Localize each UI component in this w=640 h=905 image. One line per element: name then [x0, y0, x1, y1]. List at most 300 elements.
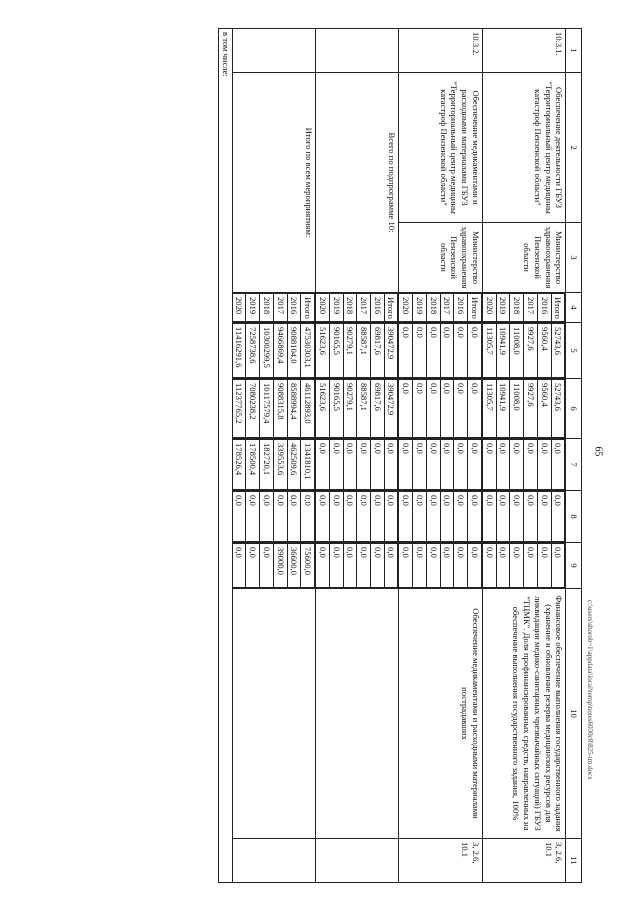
year-row: [399, 324, 412, 378]
year-breakdown: [316, 293, 398, 322]
value-column: [316, 323, 399, 379]
year-row: [551, 294, 565, 322]
year-row: [329, 324, 343, 378]
year-breakdown: [399, 491, 481, 542]
year-cell: 390472,9: [384, 380, 398, 438]
year-cell: 0,0: [316, 544, 329, 588]
year-cell: Итого: [551, 294, 565, 322]
year-row: [413, 380, 427, 438]
year-cell: 75600,0: [301, 544, 315, 588]
value-column: [232, 293, 315, 323]
blank-cell: [316, 29, 399, 73]
year-row: [426, 544, 440, 588]
year-row: [246, 294, 260, 322]
column-number-11: 11: [566, 839, 582, 883]
year-cell: 0,0: [399, 440, 412, 490]
year-row: [260, 324, 274, 378]
year-row: [260, 492, 274, 542]
year-row: [343, 492, 357, 542]
year-row: [524, 544, 538, 588]
value-column: [232, 439, 315, 491]
year-row: [301, 492, 315, 542]
year-row: [384, 544, 398, 588]
value-column: [482, 543, 565, 589]
year-cell: 52743,6: [551, 380, 565, 438]
year-row: [233, 440, 246, 490]
year-row: [413, 492, 427, 542]
year-row: [426, 492, 440, 542]
year-row: [537, 324, 551, 378]
year-cell: 0,0: [357, 492, 371, 542]
year-row: [233, 380, 246, 438]
year-cell: 2017: [273, 294, 287, 322]
year-cell: 0,0: [454, 544, 468, 588]
year-row: [233, 324, 246, 378]
year-row: [343, 544, 357, 588]
year-row: [370, 492, 384, 542]
year-cell: 10941,9: [496, 324, 510, 378]
value-column: [482, 439, 565, 491]
year-row: [370, 380, 384, 438]
year-cell: 69817,6: [370, 380, 384, 438]
year-breakdown: [483, 323, 565, 378]
year-cell: 0,0: [233, 544, 246, 588]
measure-row: [399, 29, 482, 883]
year-row: [316, 294, 329, 322]
page-number: 65: [592, 446, 604, 457]
year-breakdown: [316, 543, 398, 588]
year-cell: 2018: [510, 294, 524, 322]
measure-result: Обеспечение медикаментами и расходными материалами пострадавших: [399, 589, 482, 839]
year-row: [440, 294, 454, 322]
year-row: [357, 380, 371, 438]
year-cell: 10300299,5: [260, 324, 274, 378]
year-cell: 0,0: [524, 492, 538, 542]
measure-result: Финансовое обеспечение выполнения государственного задания (хранение и обновление резерва медицинских ресурсов для ликвидации медико-санитарных чрезвычайных ситуаций) ГБУЗ "ТЦМК". Доля профинансированных средств, направленных на обеспечение выполнения государственного задания, 100%: [482, 589, 565, 839]
year-cell: 0,0: [384, 544, 398, 588]
year-row: [246, 440, 260, 490]
year-breakdown: [233, 293, 315, 322]
including-row: [218, 29, 232, 883]
year-row: [440, 324, 454, 378]
year-row: [524, 294, 538, 322]
year-row: [551, 544, 565, 588]
year-cell: Итого: [468, 294, 482, 322]
year-cell: 2019: [246, 294, 260, 322]
year-row: [551, 440, 565, 490]
year-cell: 0,0: [413, 440, 427, 490]
year-cell: 0,0: [399, 544, 412, 588]
year-row: [301, 294, 315, 322]
year-cell: 88587,1: [357, 324, 371, 378]
year-row: [454, 324, 468, 378]
year-cell: 11305,7: [483, 324, 496, 378]
value-column: [316, 491, 399, 543]
year-breakdown: [399, 379, 481, 438]
blank-cell: [316, 589, 399, 839]
year-cell: 0,0: [343, 440, 357, 490]
total-row-label: Итого по всем мероприятиям:: [232, 73, 315, 293]
year-row: [496, 440, 510, 490]
year-cell: 0,0: [399, 492, 412, 542]
year-row: [301, 440, 315, 490]
year-row: [483, 380, 496, 438]
blank-cell: [316, 839, 399, 883]
value-column: [232, 323, 315, 379]
column-number-8: 8: [566, 491, 582, 543]
subtotal-row-label: Всего по подпрограмме 10:: [316, 73, 399, 293]
value-column: [232, 379, 315, 439]
year-row: [399, 492, 412, 542]
year-cell: 0,0: [370, 492, 384, 542]
year-cell: 0,0: [329, 492, 343, 542]
year-cell: 0,0: [537, 544, 551, 588]
year-row: [287, 492, 301, 542]
year-cell: 0,0: [357, 544, 371, 588]
year-row: [329, 492, 343, 542]
year-cell: 0,0: [440, 440, 454, 490]
year-row: [384, 492, 398, 542]
year-cell: 8588994,4: [287, 380, 301, 438]
year-cell: 0,0: [510, 492, 524, 542]
year-row: [246, 380, 260, 438]
year-cell: 2017: [357, 294, 371, 322]
year-row: [357, 324, 371, 378]
year-cell: 0,0: [273, 492, 287, 542]
year-row: [426, 380, 440, 438]
year-cell: 0,0: [524, 440, 538, 490]
year-row: [260, 294, 274, 322]
value-column: [482, 491, 565, 543]
year-row: [510, 492, 524, 542]
year-cell: 182720,1: [260, 440, 274, 490]
value-column: [399, 491, 482, 543]
year-row: [496, 492, 510, 542]
column-number-9: 9: [566, 543, 582, 589]
program-table: [218, 28, 582, 883]
column-number-2: 2: [566, 73, 582, 223]
year-row: [384, 440, 398, 490]
year-row: [440, 440, 454, 490]
measure-executor: Министерство здравоохранения Пензенской области: [482, 223, 565, 293]
year-row: [524, 324, 538, 378]
year-cell: 0,0: [454, 324, 468, 378]
year-row: [413, 294, 427, 322]
year-row: [329, 294, 343, 322]
year-row: [301, 544, 315, 588]
year-row: [357, 492, 371, 542]
year-row: [468, 324, 482, 378]
year-cell: 0,0: [483, 440, 496, 490]
year-cell: 0,0: [370, 440, 384, 490]
measure-number: 10.3.2.: [399, 29, 482, 73]
value-column: [482, 323, 565, 379]
year-cell: 0,0: [384, 440, 398, 490]
column-number-1: 1: [566, 29, 582, 73]
column-number-3: 3: [566, 223, 582, 293]
year-breakdown: [483, 491, 565, 542]
year-cell: Итого: [384, 294, 398, 322]
year-cell: 2017: [524, 294, 538, 322]
year-row: [483, 324, 496, 378]
year-row: [233, 544, 246, 588]
value-column: [316, 293, 399, 323]
year-row: [357, 294, 371, 322]
measure-title: Обеспечение деятельности ГБУЗ "Территориальный центр медицины катастроф Пензенской области": [482, 73, 565, 223]
year-breakdown: [483, 379, 565, 438]
year-cell: 0,0: [440, 324, 454, 378]
year-cell: 0,0: [454, 380, 468, 438]
year-cell: 9088315,8: [273, 380, 287, 438]
year-cell: 47530303,1: [301, 324, 315, 378]
year-row: [233, 294, 246, 322]
year-row: [468, 492, 482, 542]
year-cell: 0,0: [260, 492, 274, 542]
year-breakdown: [399, 323, 481, 378]
year-row: [329, 544, 343, 588]
year-cell: 9560,4: [537, 380, 551, 438]
year-row: [468, 380, 482, 438]
column-number-7: 7: [566, 439, 582, 491]
year-cell: 46112893,0: [301, 380, 315, 438]
year-cell: 9560,4: [537, 324, 551, 378]
year-row: [246, 324, 260, 378]
year-cell: 0,0: [440, 544, 454, 588]
year-cell: 0,0: [483, 492, 496, 542]
year-row: [287, 294, 301, 322]
year-breakdown: [399, 439, 481, 490]
year-cell: 2018: [260, 294, 274, 322]
year-cell: 90279,1: [343, 380, 357, 438]
year-row: [316, 324, 329, 378]
rotated-table-container: [72, 28, 582, 882]
year-row: [316, 440, 329, 490]
year-row: [413, 544, 427, 588]
year-cell: 9088104,0: [287, 324, 301, 378]
year-cell: 9927,6: [524, 324, 538, 378]
year-row: [537, 544, 551, 588]
measure-number: 10.3.1.: [482, 29, 565, 73]
year-row: [483, 294, 496, 322]
year-row: [454, 544, 468, 588]
year-row: [413, 324, 427, 378]
year-row: [537, 440, 551, 490]
year-cell: 0,0: [233, 492, 246, 542]
column-number-10: 10: [566, 589, 582, 839]
year-cell: 2017: [440, 294, 454, 322]
year-row: [273, 544, 287, 588]
footer-file-path: c:\users\shorob~1\appdata\local\temp\notes6030c8\825-tm.docx: [586, 600, 594, 780]
year-breakdown: [316, 379, 398, 438]
year-cell: 178500,4: [246, 440, 260, 490]
year-cell: 0,0: [440, 492, 454, 542]
year-cell: 0,0: [483, 544, 496, 588]
year-cell: 0,0: [440, 380, 454, 438]
year-row: [384, 294, 398, 322]
year-cell: 2020: [399, 294, 412, 322]
year-cell: 52743,6: [551, 324, 565, 378]
year-row: [399, 294, 412, 322]
column-number-4: 4: [566, 293, 582, 323]
year-row: [496, 294, 510, 322]
year-row: [287, 544, 301, 588]
header-row: [566, 29, 582, 883]
year-cell: 0,0: [399, 380, 412, 438]
year-cell: 0,0: [343, 492, 357, 542]
year-cell: 0,0: [329, 440, 343, 490]
column-number-5: 5: [566, 323, 582, 379]
year-cell: 0,0: [426, 380, 440, 438]
year-cell: 0,0: [426, 544, 440, 588]
year-breakdown: [233, 491, 315, 542]
year-cell: 0,0: [316, 440, 329, 490]
column-number-6: 6: [566, 379, 582, 439]
year-cell: 2016: [537, 294, 551, 322]
year-cell: 69817,6: [370, 324, 384, 378]
year-cell: 0,0: [329, 544, 343, 588]
year-row: [426, 440, 440, 490]
year-cell: 462509,6: [287, 440, 301, 490]
year-row: [399, 440, 412, 490]
year-cell: 0,0: [370, 544, 384, 588]
year-cell: 0,0: [287, 492, 301, 542]
year-cell: 178526,4: [233, 440, 246, 490]
year-cell: 36600,0: [287, 544, 301, 588]
year-cell: 9927,6: [524, 380, 538, 438]
year-row: [384, 380, 398, 438]
year-row: [273, 440, 287, 490]
year-cell: 0,0: [537, 440, 551, 490]
year-cell: 11305,7: [483, 380, 496, 438]
value-column: [482, 379, 565, 439]
measure-executor: Министерство здравоохранения Пензенской области: [399, 223, 482, 293]
year-cell: 0,0: [496, 440, 510, 490]
subtotal-row: [316, 29, 399, 883]
year-row: [287, 440, 301, 490]
value-column: [399, 379, 482, 439]
year-row: [426, 294, 440, 322]
year-cell: 0,0: [524, 544, 538, 588]
year-row: [440, 544, 454, 588]
year-cell: 0,0: [413, 492, 427, 542]
year-row: [537, 492, 551, 542]
year-row: [273, 324, 287, 378]
year-cell: Итого: [301, 294, 315, 322]
year-breakdown: [399, 543, 481, 588]
year-cell: 0,0: [551, 492, 565, 542]
year-row: [454, 294, 468, 322]
year-breakdown: [483, 439, 565, 490]
year-breakdown: [316, 491, 398, 542]
year-row: [260, 544, 274, 588]
year-row: [537, 294, 551, 322]
year-row: [551, 324, 565, 378]
value-column: [232, 491, 315, 543]
year-row: [454, 380, 468, 438]
year-breakdown: [483, 293, 565, 322]
year-row: [399, 380, 412, 438]
year-cell: 2016: [454, 294, 468, 322]
year-row: [468, 440, 482, 490]
year-cell: 2019: [329, 294, 343, 322]
year-row: [273, 380, 287, 438]
year-cell: 11008,0: [510, 380, 524, 438]
year-cell: 0,0: [468, 324, 482, 378]
year-row: [384, 324, 398, 378]
year-cell: 0,0: [468, 544, 482, 588]
year-row: [510, 324, 524, 378]
year-cell: 7258738,6: [246, 324, 260, 378]
year-cell: 0,0: [343, 544, 357, 588]
year-cell: 0,0: [510, 440, 524, 490]
year-row: [413, 440, 427, 490]
year-row: [551, 380, 565, 438]
year-row: [370, 440, 384, 490]
value-column: [399, 323, 482, 379]
value-column: [316, 379, 399, 439]
year-cell: 0,0: [496, 492, 510, 542]
year-row: [510, 294, 524, 322]
year-cell: 90165,5: [329, 380, 343, 438]
year-row: [301, 380, 315, 438]
year-cell: 2020: [233, 294, 246, 322]
year-row: [510, 380, 524, 438]
value-column: [399, 543, 482, 589]
year-breakdown: [316, 323, 398, 378]
year-cell: 0,0: [260, 544, 274, 588]
measure-reference: 3, 2.6, 10.1: [482, 839, 565, 883]
year-row: [316, 380, 329, 438]
year-row: [483, 544, 496, 588]
year-cell: 0,0: [468, 492, 482, 542]
value-column: [232, 543, 315, 589]
year-cell: 2016: [370, 294, 384, 322]
year-row: [551, 492, 565, 542]
year-cell: 0,0: [301, 492, 315, 542]
value-column: [399, 439, 482, 491]
year-breakdown: [233, 543, 315, 588]
year-cell: 0,0: [413, 324, 427, 378]
year-row: [343, 380, 357, 438]
year-row: [496, 324, 510, 378]
year-cell: 1341810,1: [301, 440, 315, 490]
year-row: [273, 492, 287, 542]
year-cell: 11237765,2: [233, 380, 246, 438]
year-row: [343, 324, 357, 378]
year-cell: 0,0: [426, 440, 440, 490]
year-breakdown: [483, 543, 565, 588]
year-row: [329, 380, 343, 438]
year-cell: 0,0: [496, 544, 510, 588]
year-row: [260, 380, 274, 438]
year-row: [370, 324, 384, 378]
year-cell: 0,0: [399, 324, 412, 378]
year-row: [343, 440, 357, 490]
year-row: [454, 492, 468, 542]
year-row: [510, 544, 524, 588]
year-row: [496, 544, 510, 588]
value-column: [482, 293, 565, 323]
year-cell: 0,0: [384, 492, 398, 542]
year-cell: 0,0: [426, 492, 440, 542]
year-cell: 0,0: [454, 492, 468, 542]
blank-cell: [232, 29, 315, 73]
year-row: [524, 492, 538, 542]
year-cell: 11416291,6: [233, 324, 246, 378]
year-row: [246, 492, 260, 542]
year-row: [454, 440, 468, 490]
year-row: [357, 544, 371, 588]
